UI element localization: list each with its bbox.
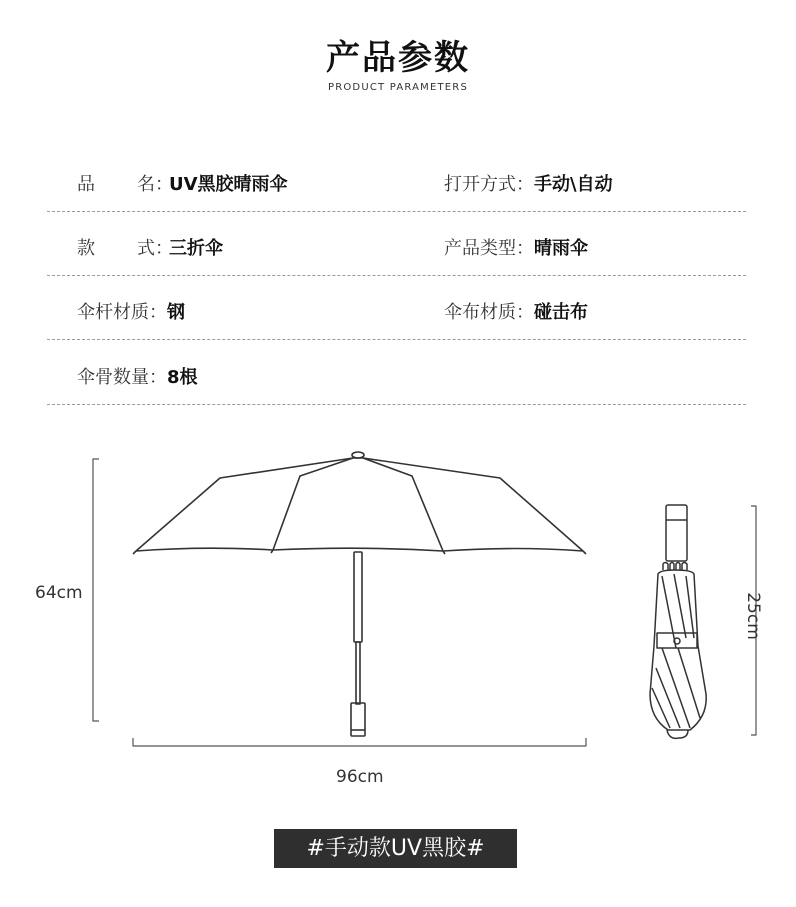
dashed-divider [47,404,746,405]
param-label-char: 名： [137,174,173,195]
param-product-name [77,170,288,196]
param-label: 伞杆材质： [77,302,167,323]
param-label: 打开方式： [444,174,534,195]
param-label: 产品类型： [444,238,534,259]
param-value: 8根 [167,367,198,388]
param-row [47,148,746,212]
dimension-folded-length: 25cm [742,592,763,640]
dashed-divider [47,339,746,340]
param-value: 手动\自动 [534,174,613,195]
param-row [47,212,746,276]
param-value: 晴雨伞 [534,238,588,259]
param-label: 伞布材质： [444,302,534,323]
page-title: 产品参数 [326,38,470,78]
param-fabric-material [444,298,588,324]
param-shaft-material [77,298,185,324]
dimension-open-height: 64cm [35,583,83,603]
param-value: UV黑胶晴雨伞 [169,174,288,195]
param-row [47,276,746,340]
param-product-type [444,234,588,260]
dimension-open-width: 96cm [336,767,384,787]
open-umbrella-illustration [0,440,620,760]
style-tag-banner: #手动款UV黑胶# [274,829,517,868]
param-value: 三折伞 [169,238,223,259]
param-style [77,234,223,260]
param-label-char: 款 [77,238,95,259]
param-label: 伞骨数量： [77,367,167,388]
param-row [47,341,746,405]
param-label-char: 品 [77,174,95,195]
param-label-char: 式： [137,238,173,259]
param-value: 钢 [167,302,185,323]
param-value: 碰击布 [534,302,588,323]
page-subtitle: PRODUCT PARAMETERS [327,82,469,93]
param-rib-count [77,363,198,389]
param-open-method [444,170,613,196]
